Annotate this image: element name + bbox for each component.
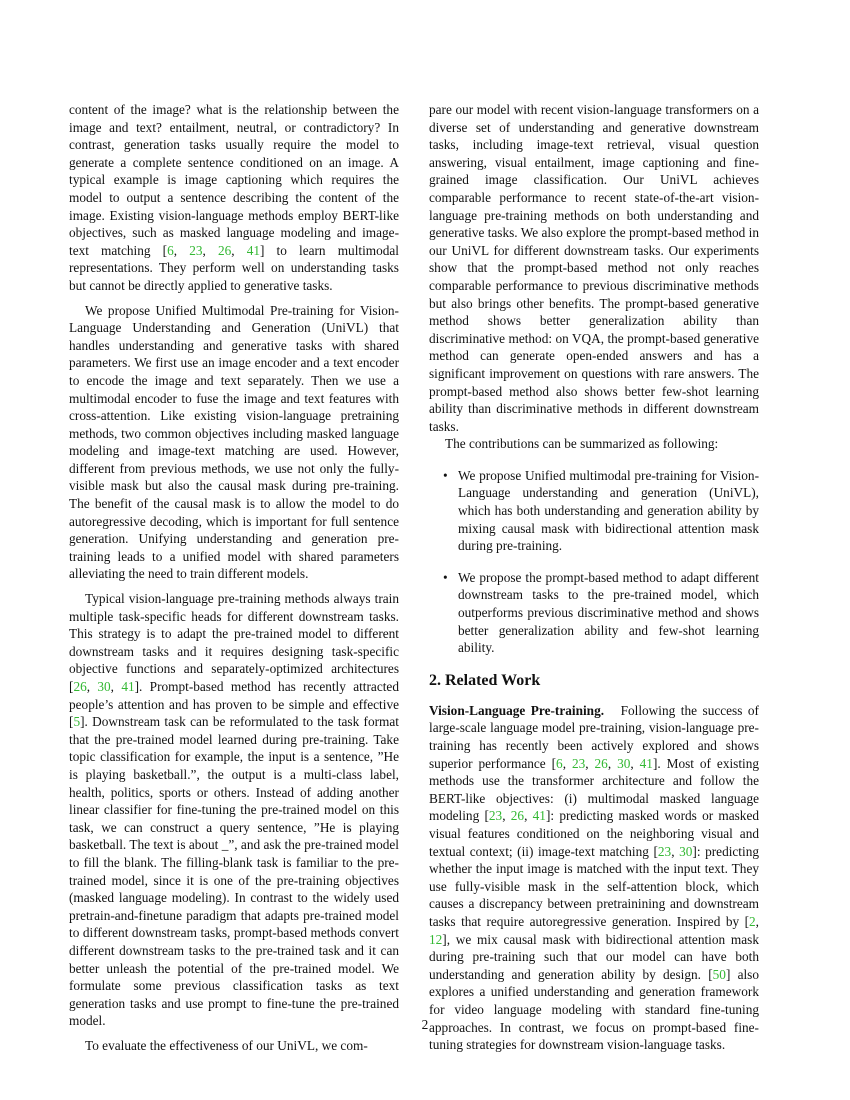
text-run: ] also explores a unified understanding and generation framework for video language modeling with standard fine-tuning approaches. In contrast, we focus on prompt-based fine-tuning strategies for downstream vision-language tasks. (429, 966, 759, 1053)
left-column (69, 101, 399, 1054)
text-run: ] to learn multimodal representations. They perform well on understanding tasks but cannot be directly applied to generative tasks. (69, 242, 400, 293)
citation[interactable]: 23 (657, 843, 672, 859)
citation[interactable]: 50 (712, 966, 726, 982)
citation[interactable]: 41 (532, 808, 546, 824)
citation[interactable]: 30 (617, 755, 631, 771)
bullet-icon: • (443, 569, 448, 585)
citation[interactable]: 23 (189, 242, 203, 258)
citation[interactable]: 30 (97, 679, 111, 694)
paragraph-contributions-intro: The contributions can be summarized as following: (445, 436, 719, 452)
right-column (429, 101, 759, 1054)
paragraph-vl-pretraining: Vision-Language Pre-training. Following the success of large-scale language model pre-training, vision-language pre-training has recently been actively explored and shows superior performance [6, 23, 26, 30, 41]. Most of existing methods use the transformer architecture and follow the BERT-like objectives: (i) multimodal masked language modeling [23, 26, 41]: predicting masked words or masked visual features conditioned on the neighboring visual and textual context; (ii) image-text matching [23, 30]: predicting whether the input image is matched with the input text. They use fully-visible mask in the self-attention block, which causes a discrepancy between pretrainining and downstream tasks that require autoregressive generation. Inspired by [2, 12], we mix causal mask with bidirectional attention mask during pre-training such that our model can have both understanding and generation ability by design. [50] also explores a unified understanding and generation framework for video language modeling with standard fine-tuning approaches. In contrast, we focus on prompt-based fine-tuning strategies for downstream vision-language tasks. (429, 702, 760, 1053)
text-run: content of the image? what is the relationship between the image and text? entailment, neutral, or contradictory? In contrast, generation tasks usually require the model to generate a complete sentence conditioned on an image. A typical example is image captioning which requires the model to output a sentence describing the content of the image. Existing vision-language methods employ BERT-like objectives, such as masked language modeling and image-text matching [ (69, 102, 399, 258)
text-run: Typical vision-language pre-training methods always train multiple task-specific heads for different downstream tasks. This strategy is to adapt the pre-trained model to different downstream tasks and it requires designing task-specific objective functions and separately-optimized architectures [ (69, 591, 399, 694)
list-item-text: We propose the prompt-based method to adapt different downstream tasks to the pre-trained model, which outperforms previous discriminative method and shows better generalization ability and few-shot learning ability. (458, 569, 759, 656)
list-item (429, 467, 759, 555)
text-run: Following the success of large-scale language model pre-training, vision-language pre-training has recently been actively explored and shows superior performance [ (429, 702, 759, 771)
citation[interactable]: 23 (571, 755, 586, 771)
list-item (429, 569, 759, 657)
citation[interactable]: 2 (749, 913, 756, 929)
citation[interactable]: 41 (121, 679, 135, 694)
bullet-icon: • (443, 467, 448, 483)
text-run: ], we mix causal mask with bidirectional attention mask during pre-training such that our model can have both understanding and generation ability by design. [ (429, 931, 759, 982)
paragraph-prompt-based: Typical vision-language pre-training methods always train multiple task-specific heads for different downstream tasks. This strategy is to adapt the pre-trained model to different downstream tasks and it requires designing task-specific objective functions and separately-optimized architectures [26, 30, 41]. Prompt-based method has recently attracted people’s attention and has proven to be simple and effective [5]. Downstream task can be reformulated to the task format that the pre-trained model learned during pre-training. Take topic classification for example, the input is a sentence, ”He is playing basketball.”, the output is a multi-class label, health, politics, sports or others. Instead of adding another linear classifier for fine-tuning the pre-trained model on this task, we can construct a query sentence, ”He is playing basketball. The text is about _”, and ask the pre-trained model to fill the blank. The filling-blank task is familiar to the pre-trained model, since it is one of the pre-training objectives (masked language modeling). In contrast to the widely used pretrain-and-finetune paradigm that adapts pre-trained model to different downstream tasks, prompt-based methods convert different downstream tasks to the pre-trained task and it can better unleash the potential of the pre-trained model. We formulate some previous classification tasks as text generation tasks and use prompt to fine-tune the pre-trained model. (69, 591, 399, 1029)
citation[interactable]: 41 (246, 242, 260, 258)
run-in-heading: Vision-Language Pre-training. (429, 702, 605, 718)
page-number: 2 (421, 1017, 429, 1032)
text-run: ]. Most of existing methods use the transformer architecture and follow the BERT-like objectives: (i) multimodal masked language modeling [ (429, 755, 760, 824)
citation[interactable]: 12 (429, 931, 443, 947)
citation[interactable]: 6 (167, 242, 174, 258)
citation[interactable]: 26 (73, 679, 87, 694)
citation[interactable]: 41 (639, 755, 653, 771)
citation[interactable]: 6 (556, 755, 563, 771)
list-item-text: We propose Unified multimodal pre-training for Vision-Language understanding and generation (UniVL), which has both understanding and generation ability by mixing causal mask with bidirectional attention mask during pre-training. (458, 467, 759, 554)
contributions-list (429, 467, 759, 657)
citation[interactable]: 26 (510, 808, 525, 824)
citation[interactable]: 26 (217, 242, 232, 258)
citation[interactable]: 30 (679, 843, 693, 859)
paragraph-evaluate-start: To evaluate the effectiveness of our UniVL, we com- (85, 1037, 368, 1053)
text-run: ]: predicting whether the input image is matched with the input text. They use fully-visible mask in the self-attention block, which causes a discrepancy between pretrainining and downstream tasks that require autoregressive generation. Inspired by [ (429, 843, 759, 929)
paragraph-evaluate-cont: pare our model with recent vision-language transformers on a diverse set of understanding and generative downstream tasks, including image-text retrieval, visual question answering, visual entailment, image captioning and fine-grained image classification. Our UniVL achieves comparable performance to recent state-of-the-art vision-language pre-training methods on both understanding and generative tasks. We also explore the prompt-based method in our UniVL for different downstream tasks. Our experiments show that the prompt-based method not only reaches comparable performance to previous discriminative methods but also brings other benefits. The prompt-based generative method shows better generalization ability than discriminative method: on VQA, the prompt-based generative method can generate open-ended answers and has a significant improvement on questions with rare answers. The prompt-based method also shows better few-shot learning ability than discriminative methods in different downstream tasks. (429, 102, 759, 434)
section-heading-related-work: 2. Related Work (429, 671, 541, 689)
citation[interactable]: 23 (488, 808, 503, 824)
citation[interactable]: 5 (73, 714, 81, 730)
text-run: ]. Downstream task can be reformulated to the task format that the pre-trained model learned during pre-training. Take topic classification for example, the input is a sentence, ”He is playing basketball.”, the output is a multi-class label, health, politics, sports or others. Instead of adding another linear classifier for fine-tuning the pre-trained model on this task, we can construct a query sentence, ”He is playing basketball. The text is about _”, and ask the pre-trained model to fill the blank. The filling-blank task is familiar to the pre-trained model, since it is one of the pre-training objectives (masked language modeling). In contrast to the widely used pretrain-and-finetune paradigm that adapts pre-trained model to different downstream tasks, prompt-based methods convert different downstream tasks to the pre-trained task and it can better unleash the potential of the pre-trained model. We formulate some previous classification tasks as text generation tasks and use prompt to fine-tune the pre-trained model. (69, 714, 399, 1029)
paragraph-intro-tasks: content of the image? what is the relationship between the image and text? entailment, neutral, or contradictory? In contrast, generation tasks usually require the model to generate a complete sentence conditioned on an image. A typical example is image captioning which requires the model to output a sentence describing the content of the image. Existing vision-language methods employ BERT-like objectives, such as masked language modeling and image-text matching [6, 23, 26, 41] to learn multimodal representations. They perform well on understanding tasks but cannot be directly applied to generative tasks. (69, 102, 400, 293)
citation[interactable]: 26 (594, 755, 608, 771)
paragraph-univl-proposal: We propose Unified Multimodal Pre-training for Vision-Language Understanding and Generation (UniVL) that handles understanding and generative tasks with shared parameters. We first use an image encoder and a text encoder to encode the image and text separately. Then we use a multimodal encoder to fuse the image and text features with cross-attention. Like existing vision-language pretraining methods, two common objectives including masked language modeling and image-text matching are used. However, different from previous methods, we use not only the fully-visible mask but also the causal mask during pre-training. The benefit of the causal mask is to allow the model to do autoregressive decoding, which is important for full sentence generation. Unifying understanding and generation pre-training leads to a unified model with shared parameters alleviating the need to train different models. (69, 302, 399, 582)
text-run: ]. Prompt-based method has recently attracted people’s attention and has proven to be simple and effective [ (69, 679, 399, 730)
text-run: ]: predicting masked words or masked visual features conditioned on the neighboring visual and textual context; (ii) image-text matching [ (429, 808, 760, 859)
